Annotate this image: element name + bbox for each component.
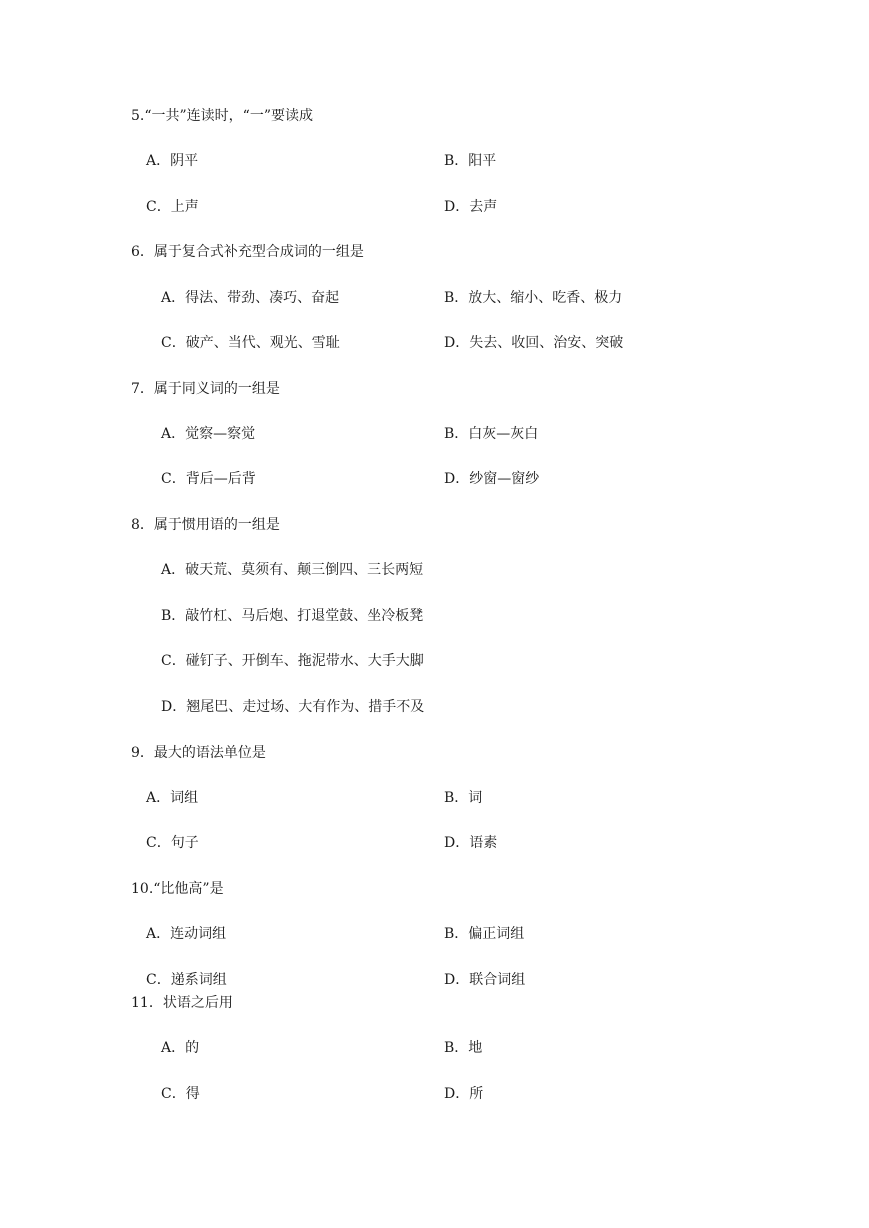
question-6-option-a: A．得法、带劲、凑巧、奋起 xyxy=(161,290,340,306)
question-10-option-a: A．连动词组 xyxy=(146,926,227,942)
question-11-option-d: D．所 xyxy=(444,1086,484,1102)
question-7-option-b: B．白灰—灰白 xyxy=(444,426,539,442)
question-5-option-b: B．阳平 xyxy=(444,153,497,169)
question-8-option-c: C．碰钉子、开倒车、拖泥带水、大手大脚 xyxy=(161,653,424,669)
question-7-option-c: C．背后—后背 xyxy=(161,471,256,487)
question-9-option-a: A．词组 xyxy=(146,790,199,806)
question-6-option-c: C．破产、当代、观光、雪耻 xyxy=(161,335,340,351)
question-5-option-d: D．去声 xyxy=(444,199,498,215)
question-8-option-a: A．破天荒、莫须有、颠三倒四、三长两短 xyxy=(161,562,424,578)
question-5-option-a: A．阴平 xyxy=(146,153,199,169)
question-10-stem: 10.“比他高”是 xyxy=(131,881,224,897)
question-11-option-a: A．的 xyxy=(161,1040,200,1056)
question-8-option-b: B．敲竹杠、马后炮、打退堂鼓、坐冷板凳 xyxy=(161,608,424,624)
question-7-stem: 7．属于同义词的一组是 xyxy=(131,381,280,397)
question-9-option-c: C．句子 xyxy=(146,835,199,851)
question-8-option-d: D．翘尾巴、走过场、大有作为、措手不及 xyxy=(161,699,425,715)
question-7-option-d: D．纱窗—窗纱 xyxy=(444,471,540,487)
question-8-stem: 8．属于惯用语的一组是 xyxy=(131,517,280,533)
question-11-option-c: C．得 xyxy=(161,1086,200,1102)
question-6-stem: 6．属于复合式补充型合成词的一组是 xyxy=(131,244,364,260)
question-5-option-c: C．上声 xyxy=(146,199,199,215)
question-7-option-a: A．觉察—察觉 xyxy=(161,426,256,442)
question-10-option-b: B．偏正词组 xyxy=(444,926,525,942)
question-6-option-d: D．失去、收回、治安、突破 xyxy=(444,335,624,351)
question-9-stem: 9．最大的语法单位是 xyxy=(131,745,266,761)
question-11-option-b: B．地 xyxy=(444,1040,483,1056)
question-9-option-d: D．语素 xyxy=(444,835,498,851)
question-10-option-d: D．联合词组 xyxy=(444,972,526,988)
question-6-option-b: B．放大、缩小、吃香、极力 xyxy=(444,290,623,306)
question-10-option-c: C．递系词组 xyxy=(146,972,227,988)
question-11-stem: 11．状语之后用 xyxy=(131,995,233,1011)
question-9-option-b: B．词 xyxy=(444,790,483,806)
question-5-stem: 5.“一共”连读时，“一”要读成 xyxy=(131,108,313,124)
